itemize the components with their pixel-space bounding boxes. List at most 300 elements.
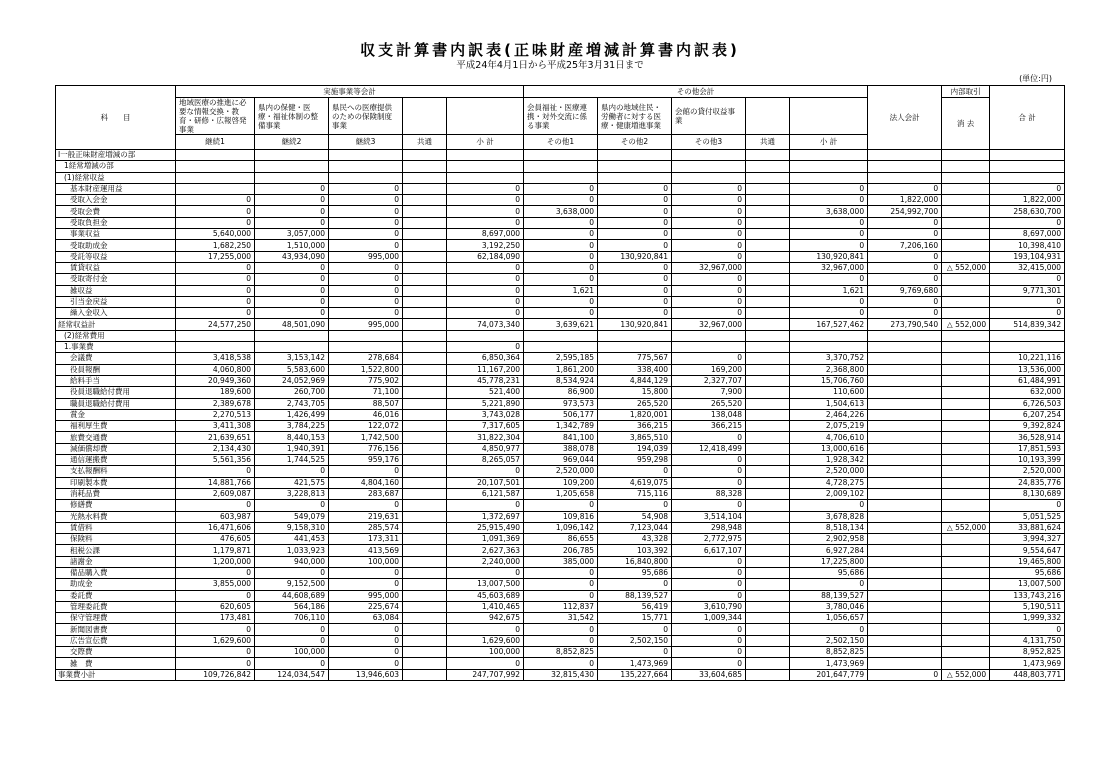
cell-value (942, 240, 990, 251)
cell-value: 0 (524, 635, 598, 646)
cell-value: 0 (990, 217, 1065, 228)
cell-value: 1,629,600 (176, 635, 255, 646)
cell-value: 0 (255, 183, 329, 194)
cell-value: 48,501,090 (255, 319, 329, 330)
header-sub: その他3 (672, 135, 746, 150)
row-label: 雑 費 (56, 658, 176, 669)
table-row (56, 409, 1065, 420)
row-label: 受託等収益 (56, 251, 176, 262)
table-row (56, 567, 1065, 578)
cell-value: 13,536,000 (990, 364, 1065, 375)
cell-value (598, 161, 672, 172)
cell-value (403, 409, 447, 420)
cell-value: 0 (672, 466, 746, 477)
cell-value: 219,631 (329, 511, 403, 522)
cell-value: 8,697,000 (990, 229, 1065, 240)
cell-value: 0 (672, 567, 746, 578)
cell-value (403, 590, 447, 601)
cell-value: 0 (176, 262, 255, 273)
cell-value: 122,072 (329, 421, 403, 432)
header-sub: 継続3 (329, 135, 403, 150)
cell-value: △ 552,000 (942, 319, 990, 330)
cell-value: 24,577,250 (176, 319, 255, 330)
statement-table (55, 85, 1065, 681)
cell-value: 942,675 (447, 613, 524, 624)
cell-value (746, 421, 790, 432)
cell-value (403, 545, 447, 556)
row-label: 修繕費 (56, 500, 176, 511)
cell-value: 421,575 (255, 477, 329, 488)
cell-value: 385,000 (524, 556, 598, 567)
cell-value (942, 353, 990, 364)
cell-value (403, 556, 447, 567)
cell-value: 0 (524, 500, 598, 511)
cell-value (403, 432, 447, 443)
cell-value: 0 (790, 500, 868, 511)
cell-value (746, 432, 790, 443)
cell-value: 0 (790, 296, 868, 307)
header-sub: 継続1 (176, 135, 255, 150)
table-row (56, 511, 1065, 522)
table-row (56, 579, 1065, 590)
cell-value: 5,583,600 (255, 364, 329, 375)
cell-value: 1,096,142 (524, 522, 598, 533)
cell-value: 0 (598, 274, 672, 285)
cell-value: 2,134,430 (176, 443, 255, 454)
cell-value (403, 443, 447, 454)
cell-value: 413,569 (329, 545, 403, 556)
cell-value (868, 342, 942, 353)
cell-value (746, 398, 790, 409)
row-label: 新聞図書費 (56, 624, 176, 635)
row-label: 管理委託費 (56, 601, 176, 612)
row-label: 保険料 (56, 534, 176, 545)
cell-value: 0 (990, 296, 1065, 307)
row-label: 受取会費 (56, 206, 176, 217)
cell-value: 1,621 (524, 285, 598, 296)
cell-value (403, 669, 447, 680)
cell-value: 0 (176, 647, 255, 658)
cell-value: 2,327,707 (672, 375, 746, 386)
header-empty (746, 98, 790, 135)
cell-value: 36,528,914 (990, 432, 1065, 443)
cell-value: 0 (255, 195, 329, 206)
cell-value: 1,820,001 (598, 409, 672, 420)
cell-value (176, 342, 255, 353)
cell-value (942, 206, 990, 217)
cell-value: 441,453 (255, 534, 329, 545)
cell-value: 0 (672, 556, 746, 567)
cell-value (868, 172, 942, 183)
cell-value: 0 (447, 206, 524, 217)
cell-value: 7,123,044 (598, 522, 672, 533)
cell-value: 130,920,841 (598, 319, 672, 330)
table-row (56, 308, 1065, 319)
cell-value: 11,167,200 (447, 364, 524, 375)
cell-value: 167,527,462 (790, 319, 868, 330)
cell-value: 17,851,593 (990, 443, 1065, 454)
row-label: 受取寄付金 (56, 274, 176, 285)
row-label: 職員退職給付費用 (56, 398, 176, 409)
cell-value (746, 217, 790, 228)
cell-value: 0 (329, 466, 403, 477)
table-row (56, 613, 1065, 624)
cell-value (790, 172, 868, 183)
header-desc-5: 県内の地域住民・労働者に対する医療・健康増進事業 (598, 98, 672, 135)
cell-value: 2,075,219 (790, 421, 868, 432)
cell-value: 448,803,771 (990, 669, 1065, 680)
cell-value: 8,952,825 (990, 647, 1065, 658)
cell-value: 0 (524, 240, 598, 251)
row-label: 旅費交通費 (56, 432, 176, 443)
row-label: 保守管理費 (56, 613, 176, 624)
cell-value: 0 (598, 183, 672, 194)
cell-value: 4,804,160 (329, 477, 403, 488)
cell-value (942, 330, 990, 341)
cell-value: 0 (447, 274, 524, 285)
cell-value: 2,902,958 (790, 534, 868, 545)
cell-value: 0 (868, 262, 942, 273)
cell-value: 298,948 (672, 522, 746, 533)
cell-value: 63,084 (329, 613, 403, 624)
cell-value: 0 (524, 308, 598, 319)
cell-value (524, 172, 598, 183)
cell-value (403, 161, 447, 172)
cell-value (524, 342, 598, 353)
cell-value: 0 (447, 342, 524, 353)
cell-value: 9,158,310 (255, 522, 329, 533)
cell-value: 1,621 (790, 285, 868, 296)
cell-value: △ 552,000 (942, 669, 990, 680)
cell-value: 33,604,685 (672, 669, 746, 680)
document-period: 平成24年4月1日から平成25年3月31日まで (456, 60, 644, 71)
cell-value (868, 511, 942, 522)
table-row (56, 590, 1065, 601)
cell-value: 3,855,000 (176, 579, 255, 590)
row-label: 諸謝金 (56, 556, 176, 567)
cell-value (942, 488, 990, 499)
cell-value: 13,946,603 (329, 669, 403, 680)
cell-value: 1,473,969 (598, 658, 672, 669)
cell-value (255, 161, 329, 172)
row-label: 光熱水料費 (56, 511, 176, 522)
table-row (56, 669, 1065, 680)
cell-value (990, 161, 1065, 172)
cell-value: 476,605 (176, 534, 255, 545)
cell-value: 969,044 (524, 455, 598, 466)
cell-value: 2,368,800 (790, 364, 868, 375)
cell-value: 0 (598, 229, 672, 240)
cell-value: 100,000 (447, 647, 524, 658)
table-row (56, 647, 1065, 658)
cell-value: 1,822,000 (868, 195, 942, 206)
cell-value: 258,630,700 (990, 206, 1065, 217)
cell-value: 32,967,000 (790, 262, 868, 273)
cell-value: 6,121,587 (447, 488, 524, 499)
cell-value (672, 330, 746, 341)
cell-value (942, 647, 990, 658)
header-desc-1: 地域医療の推進に必要な情報交換・教育・研修・広報啓発事業 (176, 98, 255, 135)
cell-value (746, 466, 790, 477)
cell-value: 1,473,969 (790, 658, 868, 669)
cell-value (403, 387, 447, 398)
cell-value (403, 195, 447, 206)
document-title: 収支計算書内訳表(正味財産増減計算書内訳表) (360, 41, 740, 59)
cell-value (868, 556, 942, 567)
cell-value: 0 (868, 296, 942, 307)
cell-value (403, 217, 447, 228)
cell-value (868, 522, 942, 533)
cell-value (868, 635, 942, 646)
cell-value (746, 274, 790, 285)
table-row (56, 296, 1065, 307)
cell-value: 0 (868, 229, 942, 240)
cell-value: 2,502,150 (790, 635, 868, 646)
cell-value: 0 (598, 500, 672, 511)
cell-value (746, 285, 790, 296)
cell-value: 3,638,000 (524, 206, 598, 217)
row-label: 福利厚生費 (56, 421, 176, 432)
cell-value: 0 (868, 217, 942, 228)
cell-value (403, 364, 447, 375)
cell-value (403, 613, 447, 624)
cell-value (942, 183, 990, 194)
cell-value (403, 353, 447, 364)
cell-value (598, 342, 672, 353)
cell-value (746, 545, 790, 556)
header-empty (447, 98, 524, 135)
cell-value (868, 579, 942, 590)
cell-value: 0 (672, 590, 746, 601)
cell-value (403, 624, 447, 635)
cell-value: 24,835,776 (990, 477, 1065, 488)
cell-value (868, 421, 942, 432)
cell-value: 0 (255, 466, 329, 477)
cell-value (403, 172, 447, 183)
cell-value: 0 (598, 217, 672, 228)
cell-value (672, 342, 746, 353)
cell-value (403, 455, 447, 466)
cell-value: 95,686 (598, 567, 672, 578)
cell-value: 995,000 (329, 251, 403, 262)
row-label: 減価償却費 (56, 443, 176, 454)
cell-value: 0 (524, 590, 598, 601)
cell-value: 194,039 (598, 443, 672, 454)
cell-value: 44,608,689 (255, 590, 329, 601)
row-label: 受取負担金 (56, 217, 176, 228)
cell-value: 0 (672, 432, 746, 443)
cell-value (255, 172, 329, 183)
cell-value: 2,502,150 (598, 635, 672, 646)
cell-value (746, 375, 790, 386)
cell-value (746, 647, 790, 658)
cell-value (598, 150, 672, 161)
cell-value: 0 (524, 296, 598, 307)
cell-value (746, 635, 790, 646)
cell-value: 0 (524, 229, 598, 240)
cell-value: 0 (524, 217, 598, 228)
cell-value: 20,949,360 (176, 375, 255, 386)
cell-value: 260,700 (255, 387, 329, 398)
cell-value (746, 319, 790, 330)
cell-value (746, 658, 790, 669)
table-row (56, 477, 1065, 488)
cell-value (403, 262, 447, 273)
cell-value: 206,785 (524, 545, 598, 556)
cell-value (524, 161, 598, 172)
cell-value: 1,342,789 (524, 421, 598, 432)
cell-value (403, 229, 447, 240)
cell-value: 0 (598, 308, 672, 319)
cell-value: 265,520 (598, 398, 672, 409)
cell-value: 0 (255, 285, 329, 296)
cell-value: 0 (672, 285, 746, 296)
table-row (56, 466, 1065, 477)
cell-value (990, 150, 1065, 161)
cell-value (868, 477, 942, 488)
cell-value (868, 534, 942, 545)
cell-value: 2,270,513 (176, 409, 255, 420)
cell-value: 0 (672, 251, 746, 262)
row-label: 広告宣伝費 (56, 635, 176, 646)
cell-value: 0 (176, 217, 255, 228)
cell-value: 0 (598, 624, 672, 635)
cell-value (868, 364, 942, 375)
cell-value: 0 (672, 647, 746, 658)
cell-value (746, 308, 790, 319)
cell-value (403, 658, 447, 669)
cell-value (868, 658, 942, 669)
cell-value: 0 (176, 567, 255, 578)
cell-value: 19,465,800 (990, 556, 1065, 567)
cell-value: 0 (329, 195, 403, 206)
cell-value: 13,000,616 (790, 443, 868, 454)
cell-value (403, 206, 447, 217)
table-row (56, 375, 1065, 386)
cell-value: 2,743,705 (255, 398, 329, 409)
cell-value: 283,687 (329, 488, 403, 499)
cell-value (942, 421, 990, 432)
cell-value: 0 (329, 635, 403, 646)
cell-value (868, 624, 942, 635)
cell-value (942, 296, 990, 307)
cell-value: 0 (176, 296, 255, 307)
cell-value: 0 (790, 624, 868, 635)
cell-value: 1,473,969 (990, 658, 1065, 669)
cell-value: 3,610,790 (672, 601, 746, 612)
cell-value: 9,769,680 (868, 285, 942, 296)
cell-value: 0 (447, 466, 524, 477)
cell-value (403, 296, 447, 307)
cell-value: 0 (672, 229, 746, 240)
cell-value: 0 (329, 500, 403, 511)
cell-value: 45,778,231 (447, 375, 524, 386)
cell-value: △ 552,000 (942, 262, 990, 273)
cell-value: 0 (790, 579, 868, 590)
cell-value: 130,920,841 (598, 251, 672, 262)
cell-value (403, 240, 447, 251)
cell-value: 776,156 (329, 443, 403, 454)
cell-value (868, 375, 942, 386)
cell-value (942, 172, 990, 183)
table-row (56, 342, 1065, 353)
cell-value (942, 229, 990, 240)
header-sub: その他2 (598, 135, 672, 150)
cell-value: 715,116 (598, 488, 672, 499)
cell-value: 3,743,028 (447, 409, 524, 420)
cell-value: 3,784,225 (255, 421, 329, 432)
cell-value: 0 (255, 658, 329, 669)
cell-value: 0 (790, 183, 868, 194)
cell-value: 133,743,216 (990, 590, 1065, 601)
cell-value (329, 342, 403, 353)
row-label: 1.事業費 (56, 342, 176, 353)
cell-value (868, 567, 942, 578)
row-label: 賃貸収益 (56, 262, 176, 273)
cell-value: 0 (447, 285, 524, 296)
cell-value: 46,016 (329, 409, 403, 420)
cell-value (942, 534, 990, 545)
cell-value: 1,822,000 (990, 195, 1065, 206)
cell-value (403, 183, 447, 194)
cell-value: 514,839,342 (990, 319, 1065, 330)
table-row (56, 500, 1065, 511)
cell-value (868, 353, 942, 364)
header-sub: 小 計 (790, 135, 868, 150)
cell-value: 9,152,500 (255, 579, 329, 590)
cell-value: 74,073,340 (447, 319, 524, 330)
cell-value: 0 (329, 183, 403, 194)
cell-value: 3,228,813 (255, 488, 329, 499)
cell-value (868, 409, 942, 420)
cell-value (942, 556, 990, 567)
cell-value: 3,192,250 (447, 240, 524, 251)
cell-value: 15,800 (598, 387, 672, 398)
cell-value: 0 (176, 274, 255, 285)
cell-value (942, 217, 990, 228)
cell-value (942, 466, 990, 477)
row-label: 給料手当 (56, 375, 176, 386)
cell-value (868, 398, 942, 409)
cell-value: 4,619,075 (598, 477, 672, 488)
cell-value: 973,573 (524, 398, 598, 409)
cell-value (403, 511, 447, 522)
cell-value: 0 (524, 567, 598, 578)
cell-value: 338,400 (598, 364, 672, 375)
cell-value: 71,100 (329, 387, 403, 398)
cell-value: 0 (447, 262, 524, 273)
cell-value (746, 669, 790, 680)
cell-value: 10,398,410 (990, 240, 1065, 251)
cell-value: 2,772,975 (672, 534, 746, 545)
cell-value: 0 (790, 274, 868, 285)
cell-value (942, 545, 990, 556)
cell-value (176, 183, 255, 194)
table-row (56, 206, 1065, 217)
cell-value: 0 (176, 500, 255, 511)
cell-value: 32,415,000 (990, 262, 1065, 273)
cell-value (524, 150, 598, 161)
cell-value: 9,554,647 (990, 545, 1065, 556)
cell-value: 21,639,651 (176, 432, 255, 443)
cell-value: 17,255,000 (176, 251, 255, 262)
cell-value: 3,153,142 (255, 353, 329, 364)
cell-value: 7,317,605 (447, 421, 524, 432)
table-row (56, 522, 1065, 533)
cell-value: 12,418,499 (672, 443, 746, 454)
cell-value: 6,850,364 (447, 353, 524, 364)
cell-value: 109,816 (524, 511, 598, 522)
